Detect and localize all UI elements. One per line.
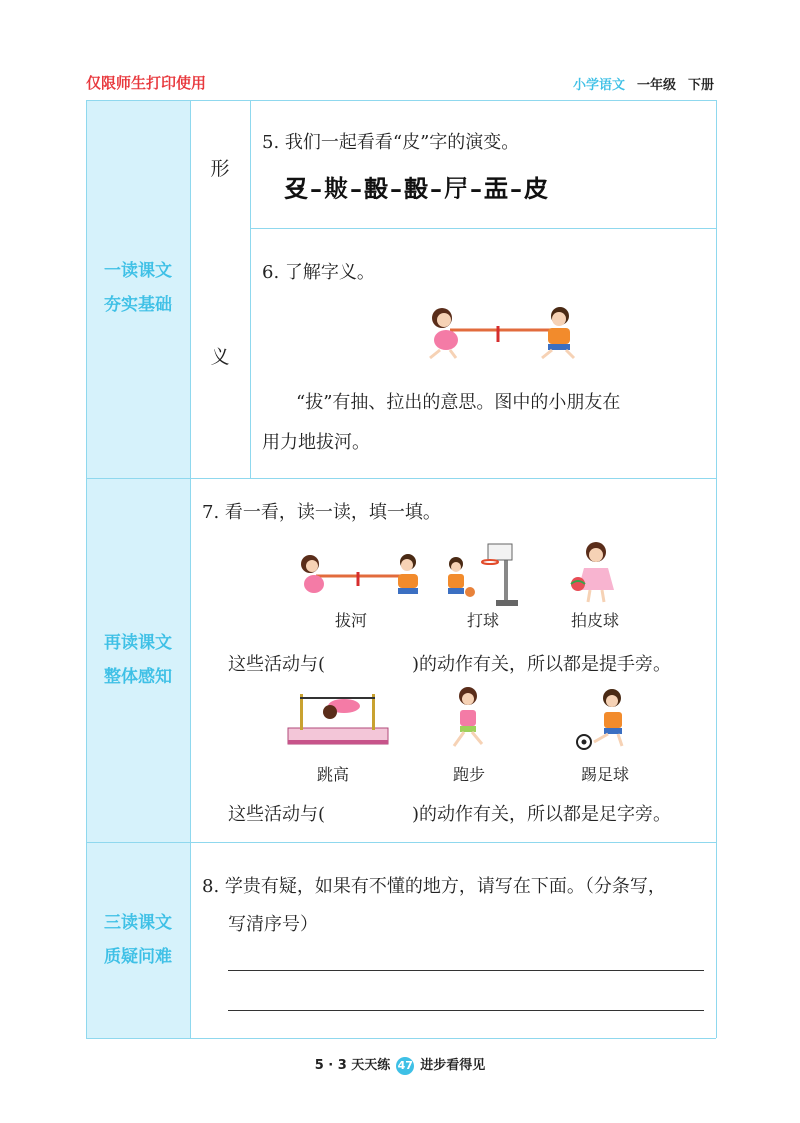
section-label-1: 一读课文 夯实基础 xyxy=(104,261,172,315)
question-8-line-1: 8. 学贵有疑，如果有不懂的地方，请写在下面。（分条写， xyxy=(202,876,666,897)
question-8-line-2: 写清序号） xyxy=(228,914,318,935)
section-label-2: 再读课文 整体感知 xyxy=(104,633,172,687)
meaning-paragraph-line-1: “拔”有抽、拉出的意思。图中的小朋友在 xyxy=(296,392,621,413)
caption-running: 跑步 xyxy=(452,765,485,784)
grid-line xyxy=(86,842,716,843)
section-label-3: 三读课文 质疑问难 xyxy=(104,913,172,967)
grid-line xyxy=(86,100,87,1038)
high-jump-illustration xyxy=(284,686,394,752)
caption-high-jump: 跳高 xyxy=(316,765,349,784)
grid-line xyxy=(250,228,716,229)
question-7: 7. 看一看，读一读，填一填。 xyxy=(202,502,441,523)
sub-label-shape: 形 xyxy=(210,158,230,180)
caption-tug-of-war: 拔河 xyxy=(334,611,367,630)
caption-play-ball: 打球 xyxy=(466,611,499,630)
grid-line xyxy=(190,100,191,1038)
character-evolution: 𠬛–𤿺–𣪠–𣪠–𡰨–㿻–皮 xyxy=(284,174,550,203)
fill-sentence-1-end: )的动作有关，所以都是提手旁。 xyxy=(412,654,672,675)
fill-sentence-2-end: )的动作有关，所以都是足字旁。 xyxy=(412,804,672,825)
question-6: 6. 了解字义。 xyxy=(262,262,375,283)
caption-soccer: 踢足球 xyxy=(580,765,629,784)
running-illustration xyxy=(440,686,496,752)
grid-line xyxy=(86,478,716,479)
tug-of-war-illustration xyxy=(420,300,580,362)
soccer-illustration xyxy=(572,686,636,752)
answer-line-2[interactable] xyxy=(228,1010,704,1011)
grade-label: 一年级 xyxy=(636,78,676,93)
basketball-illustration xyxy=(440,540,520,608)
page-number-badge: 47 xyxy=(396,1057,414,1075)
term-label: 下册 xyxy=(687,78,714,93)
fill-sentence-1-start: 这些活动与( xyxy=(228,654,326,675)
bouncing-ball-illustration xyxy=(566,540,626,604)
grid-line xyxy=(86,1038,716,1039)
footer-brand: 5 · 3 天天练 xyxy=(314,1058,391,1073)
header-info xyxy=(573,74,714,93)
subject-label: 小学语文 xyxy=(572,78,625,93)
answer-line-1[interactable] xyxy=(228,970,704,971)
grid-line xyxy=(716,100,717,1038)
meaning-paragraph-line-2: 用力地拔河。 xyxy=(262,432,370,453)
footer-slogan: 进步看得见 xyxy=(420,1058,486,1073)
tug-of-war-small-illustration xyxy=(290,548,430,604)
caption-bounce-ball: 拍皮球 xyxy=(570,611,619,630)
footer xyxy=(0,1054,800,1075)
grid-line xyxy=(86,100,716,101)
question-5: 5. 我们一起看看“皮”字的演变。 xyxy=(262,132,520,153)
print-notice: 仅限师生打印使用 xyxy=(86,74,207,92)
grid-line xyxy=(250,100,251,478)
fill-sentence-2-start: 这些活动与( xyxy=(228,804,326,825)
sub-label-meaning: 义 xyxy=(210,346,230,368)
